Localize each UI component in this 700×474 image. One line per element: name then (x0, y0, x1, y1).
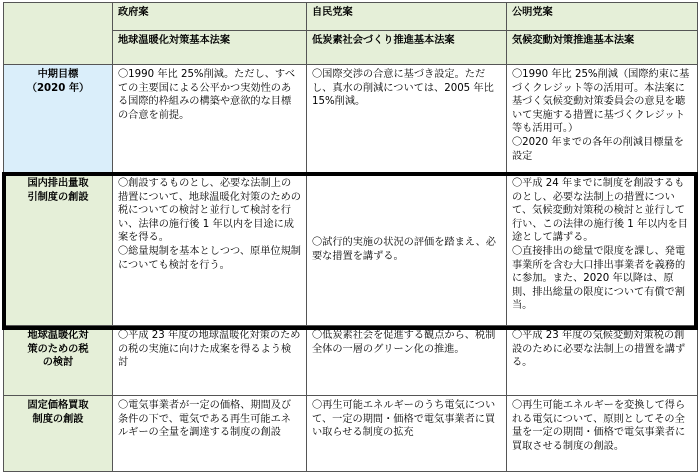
col-party-komeito: 公明党案 (507, 3, 698, 31)
row-label-midterm-target: 中期目標 （2020 年） (4, 65, 113, 174)
cell-trading-government: 〇創設するものとし、必要な法制上の措置について、地球温暖化対策のための税についての検討と並行して検討を行い、法律の施行後 1 年以内を目途に成案を得る。 〇総量規制を基本としつつ、原単位規制についても検討を行う。 (113, 174, 307, 326)
row-label-emissions-trading: 国内排出量取 引制度の創設 (4, 174, 113, 326)
cell-tax-government: 〇平成 23 年度の地球温暖化対策のための税の実施に向けた成案を得るよう検討 (113, 326, 307, 396)
cell-fit-komeito: 〇再生可能エネルギーを変換して得られる電気について、原則としてその全量を一定の期間・価格で電気事業者に買取させる制度の創設。 (507, 396, 698, 472)
header-corner (4, 3, 113, 65)
cell-trading-komeito: 〇平成 24 年までに制度を創設するものとし、必要な法制上の措置について、気候変動対策税の検討と並行して行い、この法律の施行後 1 年以内を目途として講ずる。 〇直接排出の総量で限度を課し、発電事業所を含む大口排出事業者を義務的に参加。また、2020 年以降は、原則、排出総量の限度について有償で割当。 (507, 174, 698, 326)
row-feed-in-tariff (4, 396, 698, 472)
row-emissions-trading (4, 174, 698, 326)
col-bill-government: 地球温暖化対策基本法案 (113, 31, 307, 65)
cell-tax-ldp: 〇低炭素社会を促進する観点から、税制全体の一層のグリーン化の推進。 (307, 326, 507, 396)
cell-midterm-government: 〇1990 年比 25%削減。ただし、すべての主要国による公平かつ実効性のある国際的枠組みの構築や意欲的な目標の合意を前提。 (113, 65, 307, 174)
header-row-party (4, 3, 698, 31)
cell-fit-government: 〇電気事業者が一定の価格、期間及び条件の下で、電気である再生可能エネルギーの全量を調達する制度の創設 (113, 396, 307, 472)
col-bill-ldp: 低炭素社会づくり推進基本法案 (307, 31, 507, 65)
cell-fit-ldp: 〇再生可能エネルギーのうち電気について、一定の期間・価格で電気事業者に買い取らせる制度の拡充 (307, 396, 507, 472)
cell-trading-ldp: 〇試行的実施の状況の評価を踏まえ、必要な措置を講ずる。 (307, 174, 507, 326)
row-label-feed-in-tariff: 固定価格買取 制度の創設 (4, 396, 113, 472)
col-party-ldp: 自民党案 (307, 3, 507, 31)
cell-midterm-ldp: 〇国際交渉の合意に基づき設定。ただし、真水の削減については、2005 年比 15%削減。 (307, 65, 507, 174)
comparison-table (3, 2, 698, 472)
col-bill-komeito: 気候変動対策推進基本法案 (507, 31, 698, 65)
col-party-government: 政府案 (113, 3, 307, 31)
row-climate-tax (4, 326, 698, 396)
cell-tax-komeito: 〇平成 23 年度の気候変動対策税の創設のために必要な法制上の措置を講ずる。 (507, 326, 698, 396)
cell-midterm-komeito: 〇1990 年比 25%削減（国際約束に基づくクレジット等の活用可。本法案に基づく気候変動対策委員会の意見を聴いて実施する措置に基づくクレジット等も活用可。） 〇2020 年までの各年の削減目標量を設定 (507, 65, 698, 174)
row-label-climate-tax: 地球温暖化対 策のための税 の検討 (4, 326, 113, 396)
row-midterm-target (4, 65, 698, 174)
